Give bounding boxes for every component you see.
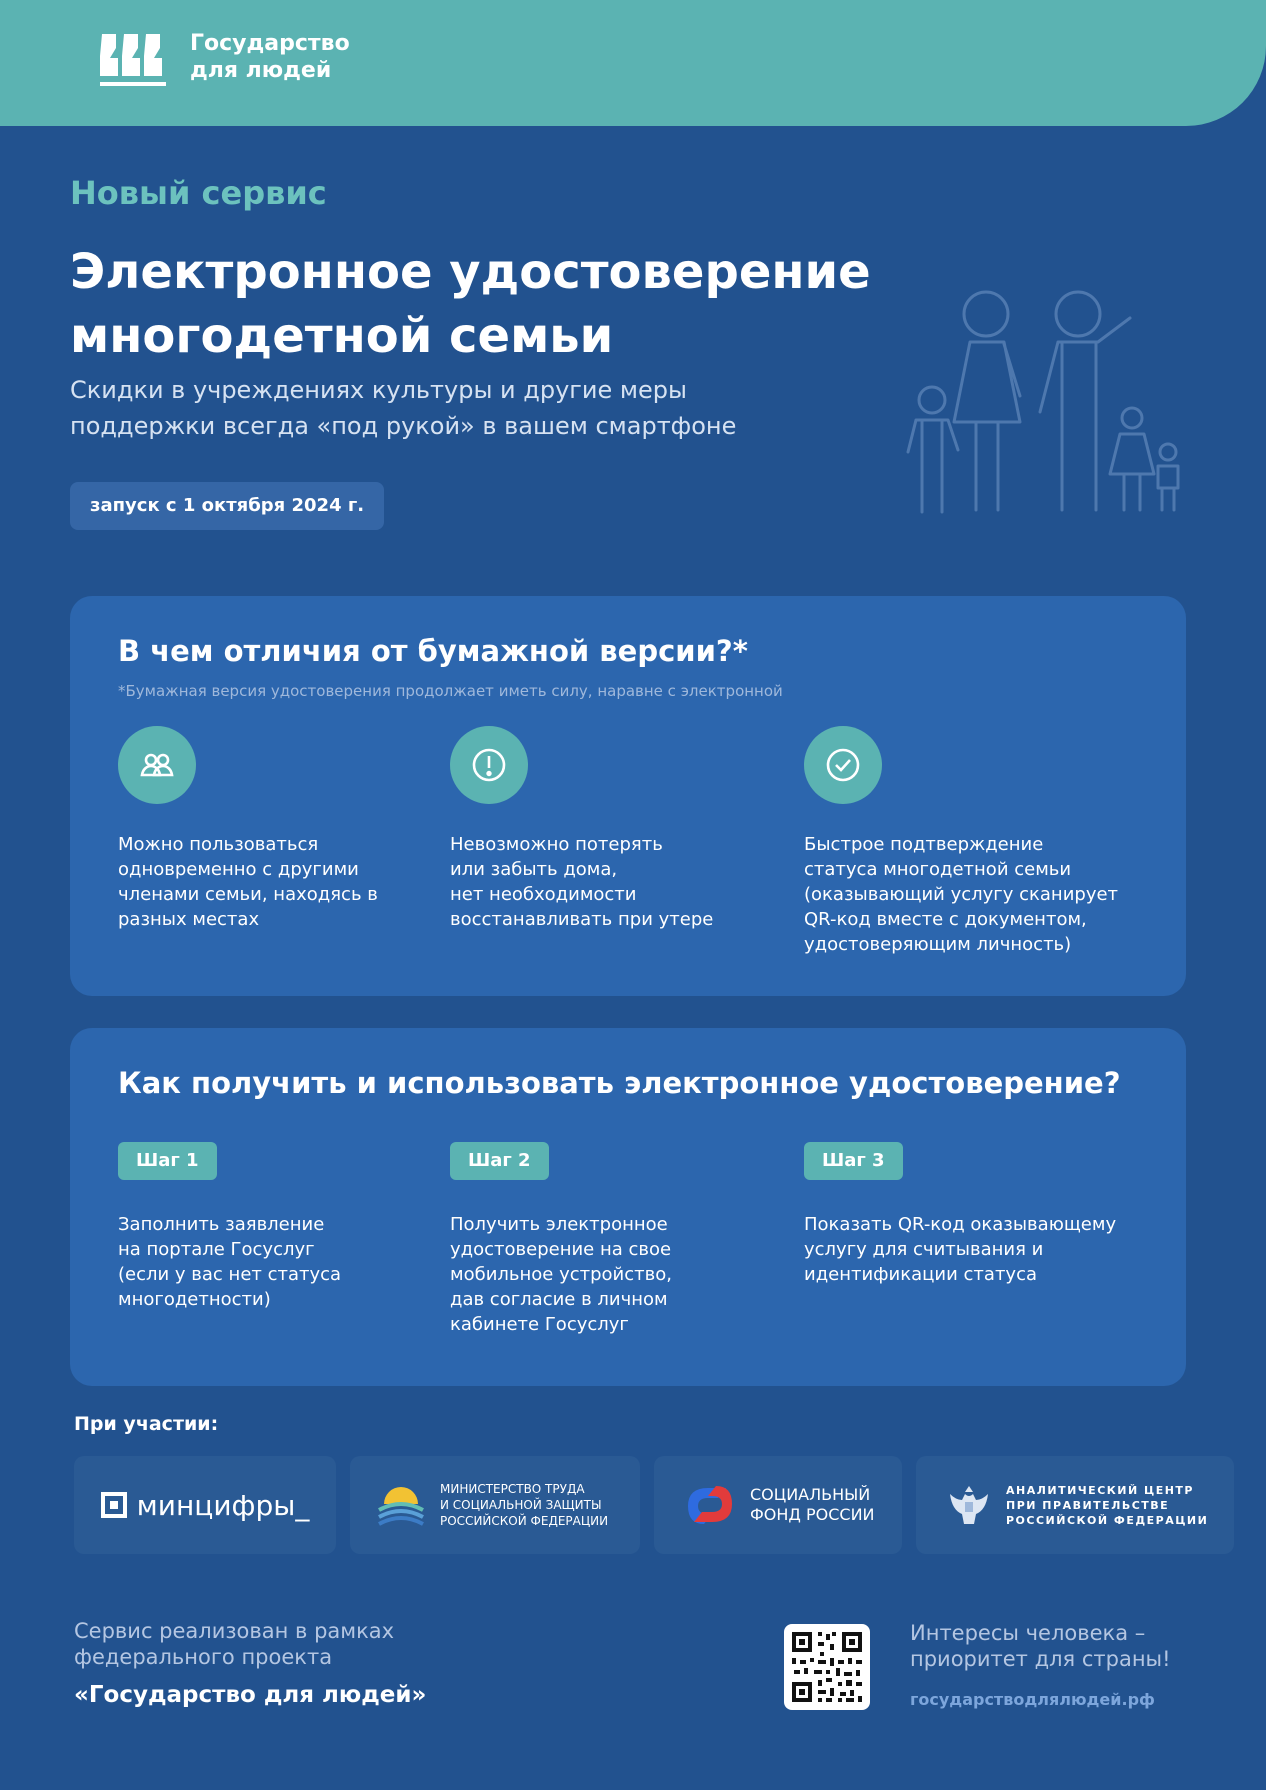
difference-item <box>118 726 408 932</box>
mintrud-logo-icon <box>376 1480 426 1530</box>
sfr-logo-icon <box>682 1480 738 1530</box>
step-badge: Шаг 2 <box>450 1142 549 1180</box>
step-line: мобильное устройство, <box>450 1264 672 1285</box>
slogan-line-2: приоритет для страны! <box>910 1647 1171 1671</box>
step-line: кабинете Госуслуг <box>450 1314 629 1335</box>
brand-name <box>190 30 350 84</box>
subtitle-line-1: Скидки в учреждениях культуры и другие меры <box>70 376 687 404</box>
footer-line-1: Сервис реализован в рамках <box>74 1619 395 1643</box>
brand-line-1: Государство <box>190 31 350 56</box>
difference-line: Невозможно потерять <box>450 834 663 855</box>
difference-line: Можно пользоваться <box>118 834 319 855</box>
difference-text <box>118 832 408 932</box>
footer-line-2: федерального проекта <box>74 1645 333 1669</box>
step-line: Заполнить заявление <box>118 1214 325 1235</box>
differences-title: В чем отличия от бумажной версии?* <box>118 634 748 668</box>
mintrud-line: РОССИЙСКОЙ ФЕДЕРАЦИИ <box>440 1514 609 1528</box>
difference-line: восстанавливать при утере <box>450 909 714 930</box>
step-line: Получить электронное <box>450 1214 668 1235</box>
difference-text <box>450 832 740 932</box>
step-badge: Шаг 1 <box>118 1142 217 1180</box>
subtitle-line-2: поддержки всегда «под рукой» в вашем смартфоне <box>70 412 737 440</box>
footer-description <box>74 1618 474 1670</box>
partner-mincifry <box>74 1456 336 1554</box>
partner-mintrud <box>350 1456 640 1554</box>
difference-line: (оказывающий услугу сканирует <box>804 884 1119 905</box>
differences-note: *Бумажная версия удостоверения продолжает иметь силу, наравне с электронной <box>118 682 783 700</box>
step-line: (если у вас нет статуса <box>118 1264 342 1285</box>
step-line: многодетности) <box>118 1289 271 1310</box>
difference-line: одновременно с другими <box>118 859 359 880</box>
logo-icon <box>98 28 170 90</box>
kicker: Новый сервис <box>70 174 327 212</box>
step-text <box>450 1212 740 1337</box>
check-icon <box>823 745 863 785</box>
footer-project: «Государство для людей» <box>74 1682 427 1708</box>
users-icon <box>137 745 177 785</box>
brand-line-2: для людей <box>190 58 332 83</box>
difference-line: членами семьи, находясь в <box>118 884 378 905</box>
difference-item <box>450 726 740 932</box>
page-title <box>70 240 970 368</box>
ac-line: ПРИ ПРАВИТЕЛЬСТВЕ <box>1006 1498 1170 1512</box>
partner-sfr <box>654 1456 902 1554</box>
step-line: Показать QR-код оказывающему <box>804 1214 1117 1235</box>
ac-name <box>1006 1483 1208 1528</box>
step-line: дав согласие в личном <box>450 1289 668 1310</box>
title-line-2: многодетной семьи <box>70 308 614 364</box>
mintrud-line: И СОЦИАЛЬНОЙ ЗАЩИТЫ <box>440 1498 602 1512</box>
step-line: идентификации статуса <box>804 1264 1038 1285</box>
step-item <box>804 1142 1144 1287</box>
ac-line: АНАЛИТИЧЕСКИЙ ЦЕНТР <box>1006 1483 1194 1497</box>
mintrud-line: МИНИСТЕРСТВО ТРУДА <box>440 1482 585 1496</box>
step-text <box>118 1212 408 1312</box>
step-line: на портале Госуслуг <box>118 1239 315 1260</box>
launch-badge: запуск с 1 октября 2024 г. <box>70 482 384 530</box>
step-line: услугу для считывания и <box>804 1239 1044 1260</box>
mincifry-logo-icon <box>101 1492 127 1518</box>
difference-line: или забыть дома, <box>450 859 618 880</box>
difference-icon-circle <box>450 726 528 804</box>
difference-line: статуса многодетной семьи <box>804 859 1072 880</box>
difference-line: удостоверяющим личность) <box>804 934 1072 955</box>
difference-text <box>804 832 1144 957</box>
difference-line: нет необходимости <box>450 884 637 905</box>
coat-of-arms-icon <box>944 1480 994 1530</box>
step-item <box>450 1142 740 1337</box>
step-line: удостоверение на свое <box>450 1239 672 1260</box>
difference-line: разных местах <box>118 909 260 930</box>
step-text <box>804 1212 1144 1287</box>
sfr-line: ФОНД РОССИИ <box>750 1505 875 1524</box>
mincifry-name: минцифры_ <box>136 1488 310 1522</box>
partner-ac <box>916 1456 1234 1554</box>
mintrud-name <box>440 1481 608 1529</box>
sfr-name <box>750 1485 875 1525</box>
exclamation-icon <box>469 745 509 785</box>
steps-card <box>70 1028 1186 1386</box>
step-badge: Шаг 3 <box>804 1142 903 1180</box>
family-illustration-icon <box>900 280 1200 520</box>
steps-title: Как получить и использовать электронное удостоверение? <box>118 1066 1121 1100</box>
slogan <box>910 1620 1210 1672</box>
difference-line: Быстрое подтверждение <box>804 834 1044 855</box>
subtitle <box>70 372 830 444</box>
qr-code[interactable] <box>784 1624 870 1710</box>
participation-label: При участии: <box>74 1413 219 1435</box>
difference-item <box>804 726 1144 957</box>
sfr-line: СОЦИАЛЬНЫЙ <box>750 1485 871 1504</box>
site-link[interactable]: государстводлялюдей.рф <box>910 1690 1155 1709</box>
differences-card <box>70 596 1186 996</box>
title-line-1: Электронное удостоверение <box>70 244 871 300</box>
difference-icon-circle <box>804 726 882 804</box>
slogan-line-1: Интересы человека – <box>910 1621 1146 1645</box>
qr-code-icon <box>784 1624 870 1710</box>
step-item <box>118 1142 408 1312</box>
ac-line: РОССИЙСКОЙ ФЕДЕРАЦИИ <box>1006 1513 1209 1527</box>
difference-icon-circle <box>118 726 196 804</box>
difference-line: QR-код вместе с документом, <box>804 909 1087 930</box>
